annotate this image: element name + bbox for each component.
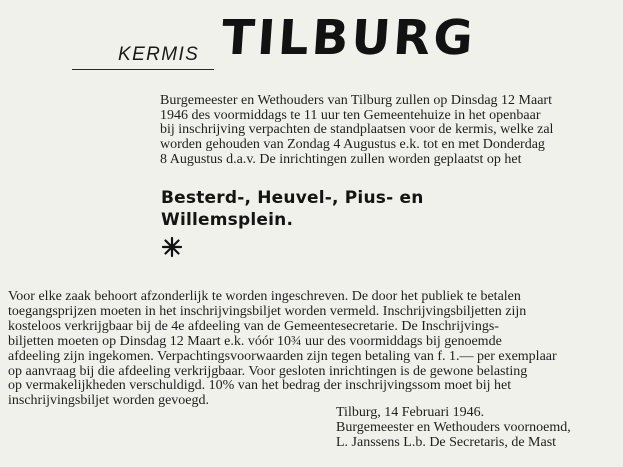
header-subtitle: KERMIS [118,44,200,65]
body-line: afdeeling zijn ingekomen. Verpachtingsvoorwaarden zijn tegen betaling van f. 1.— per exemplaar [8,348,557,364]
body-line: toegangsprijzen moeten in het inschrijvingsbiljet worden vermeld. Inschrijvingsbiljetten zijn [8,303,527,319]
intro-line: 8 Augustus d.a.v. De inrichtingen zullen worden geplaatst op het [160,151,522,167]
signature-line: Burgemeester en Wethouders voornoemd, [336,419,571,435]
intro-line: 1946 des voormiddags te 11 uur ten Gemeentehuize in het openbaar [160,107,541,123]
intro-paragraph [160,94,608,168]
body-line: biljetten moeten op Dinsdag 12 Maart e.k. vóór 10¾ uur des voormiddags bij genoemde [8,333,502,349]
signature-block [336,406,571,450]
locations-heading [161,187,424,231]
body-line: Voor elke zaak behoort afzonderlijk te worden ingeschreven. De door het publiek te betalen [8,289,521,304]
signature-line: L. Janssens L.b. De Secretaris, de Mast [336,434,557,450]
intro-line: Burgemeester en Wethouders van Tilburg zullen op Dinsdag 12 Maart [160,93,552,108]
header-underline [72,69,214,70]
body-line: inschrijvingsbiljet worden gevoegd. [8,393,210,409]
intro-line: worden gehouden van Zondag 4 Augustus e.k. tot en met Donderdag [160,137,545,153]
intro-line: bij inschrijving verpachten de standplaatsen voor de kermis, welke zal [160,122,554,138]
locations-line: Besterd-, Heuvel-, Pius- en [161,188,424,208]
conditions-paragraph [8,290,616,409]
body-line: kosteloos verkrijgbaar bij de 4e afdeeling van de Gemeentesecretarie. De Inschrijvings- [8,318,499,334]
locations-line: Willemsplein. [161,210,294,230]
body-line: op aanvraag bij die afdeeling verkrijgbaar. Voor gesloten inrichtingen is de gewone belasting [8,363,528,379]
header-title: TILBURG [219,10,478,66]
signature-line: Tilburg, 14 Februari 1946. [336,405,485,420]
asterisk-ornament-icon [162,237,182,257]
body-line: op vermakelijkheden verschuldigd. 10% van het bedrag der inschrijvingssom moet bij het [8,378,512,394]
